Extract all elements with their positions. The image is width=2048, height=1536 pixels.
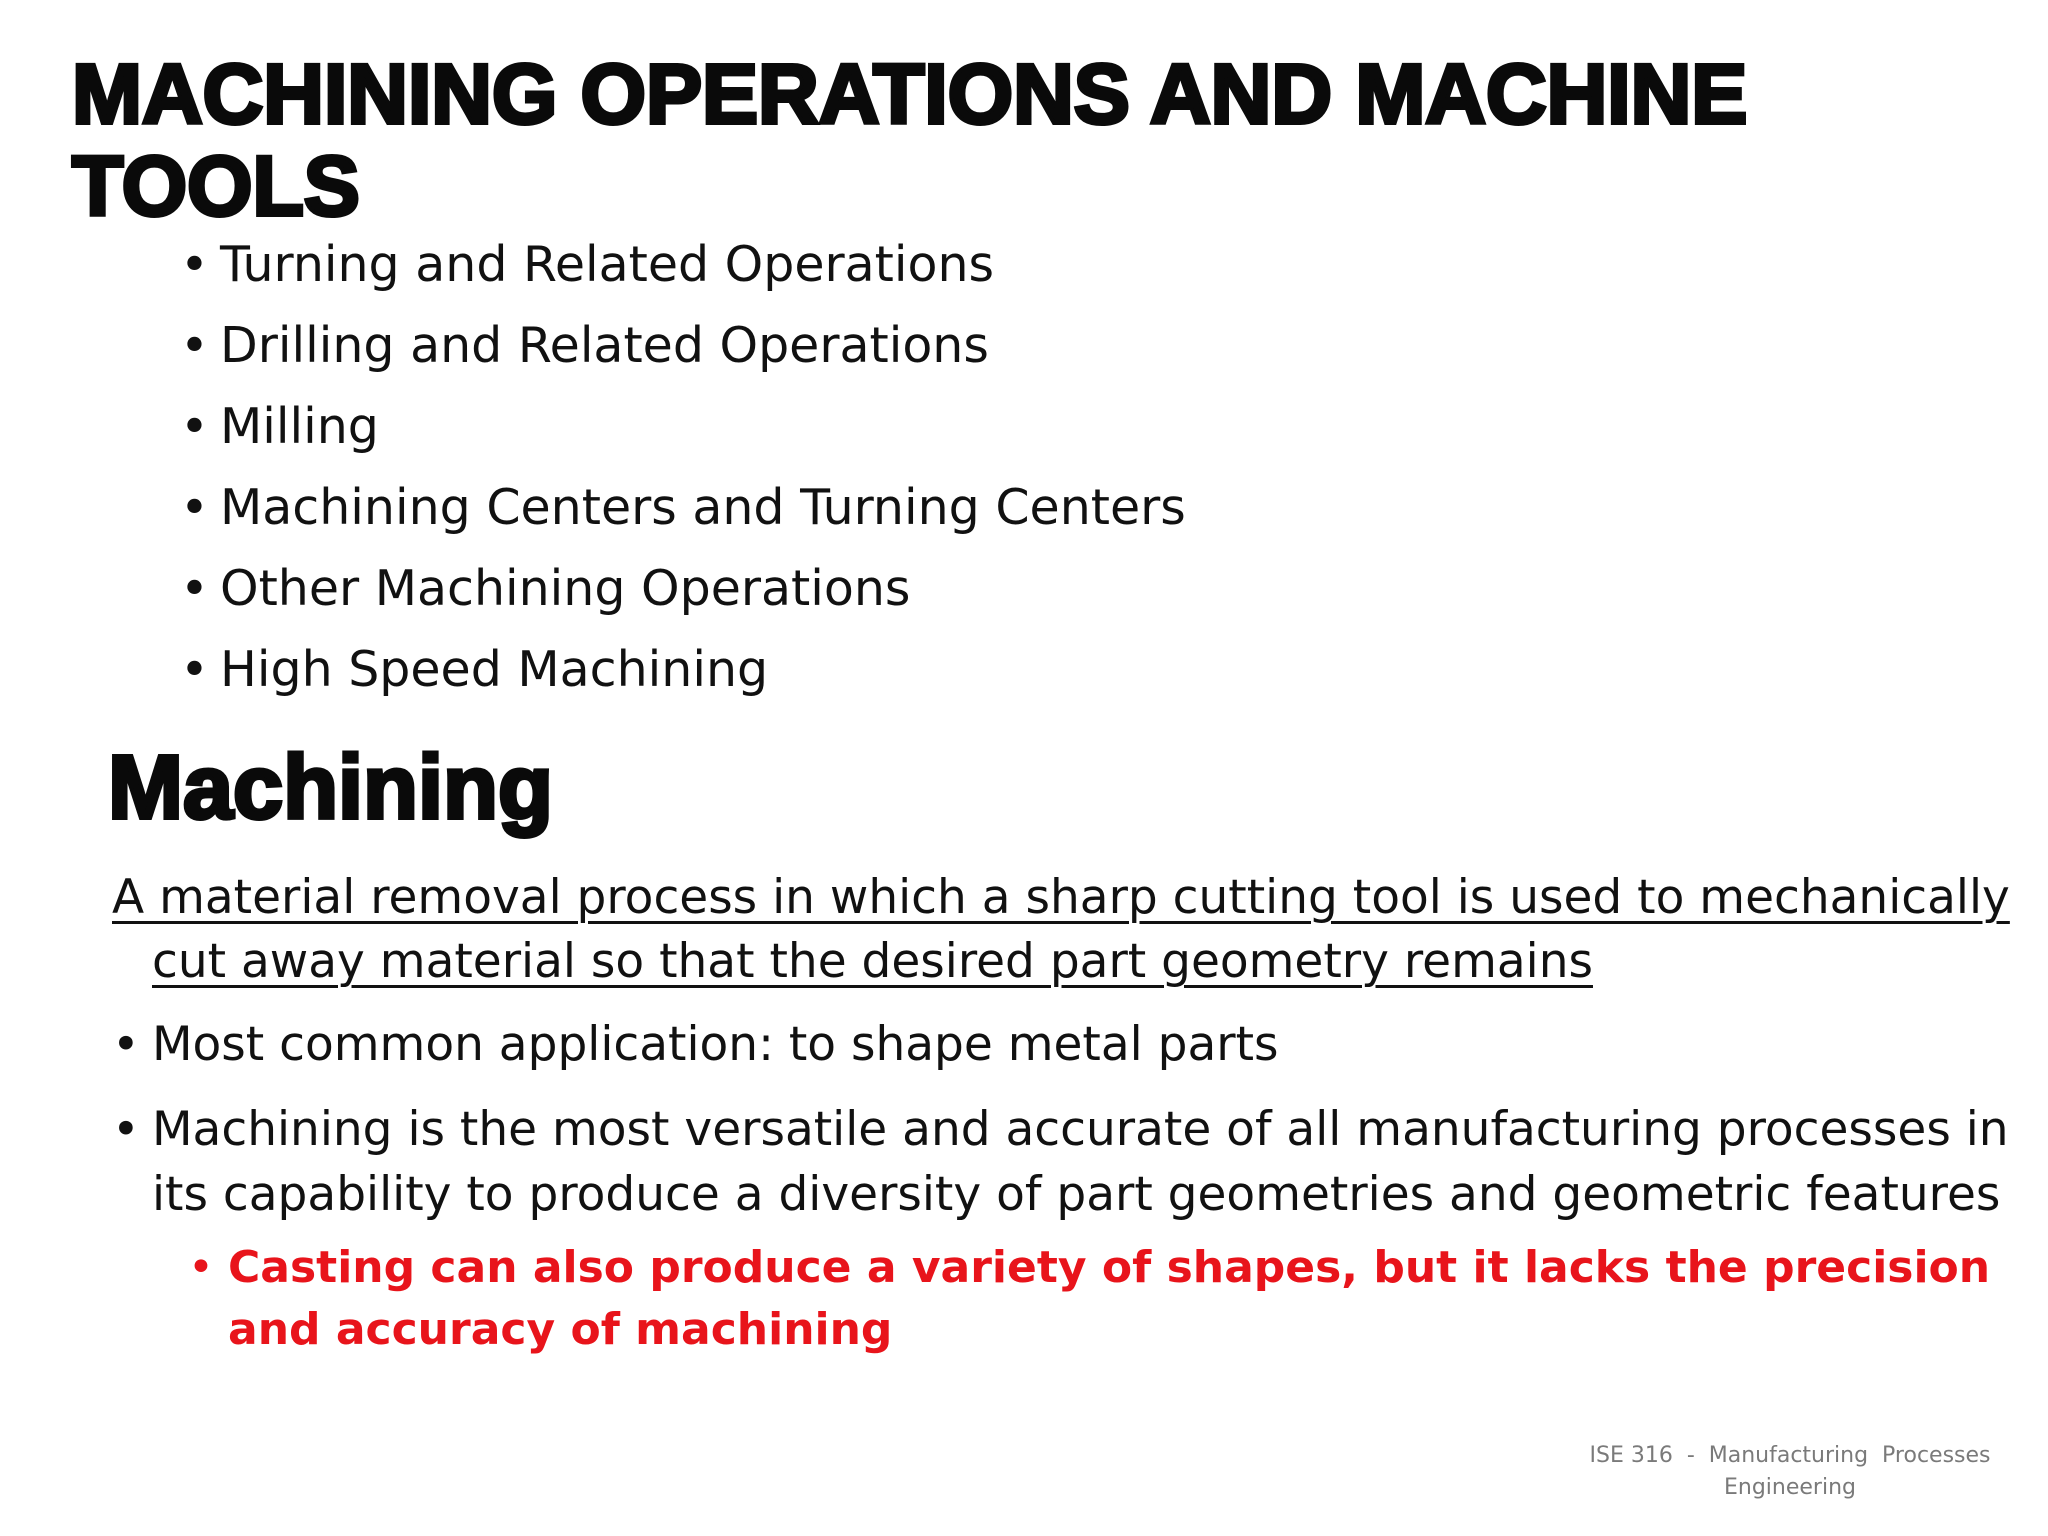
list-item xyxy=(180,548,1186,629)
point-text: Most common application: to shape metal parts xyxy=(152,1017,1279,1072)
points-list xyxy=(112,1012,2012,1381)
footer-line: Engineering xyxy=(1724,1475,1856,1500)
list-item xyxy=(112,1012,2012,1077)
list-item xyxy=(180,224,1186,305)
list-item xyxy=(180,629,1186,710)
topic-label: Other Machining Operations xyxy=(220,560,911,617)
bullet-icon: • xyxy=(180,317,209,374)
topic-label: Milling xyxy=(220,398,379,455)
slide-title: MACHINING OPERATIONS AND MACHINE TOOLS xyxy=(72,47,1748,233)
bullet-icon: • xyxy=(180,236,209,293)
topic-label: Machining Centers and Turning Centers xyxy=(220,479,1186,536)
subpoints-list xyxy=(152,1237,2012,1361)
point-text: Machining is the most versatile and accurate of all manufacturing processes in its capability to produce a diversity of part geometries and geometric features xyxy=(152,1102,2009,1222)
list-item xyxy=(112,1097,2012,1361)
list-item xyxy=(180,386,1186,467)
list-item xyxy=(188,1237,2012,1361)
section-title: Machining xyxy=(108,738,553,838)
bullet-icon: • xyxy=(188,1242,214,1293)
topic-label: Turning and Related Operations xyxy=(220,236,995,293)
topics-list xyxy=(180,224,1186,710)
topic-label: Drilling and Related Operations xyxy=(220,317,989,374)
list-item xyxy=(180,467,1186,548)
bullet-icon: • xyxy=(180,479,209,536)
slide-footer xyxy=(1560,1440,2020,1504)
list-item xyxy=(180,305,1186,386)
topic-label: High Speed Machining xyxy=(220,641,769,698)
definition-text: A material removal process in which a sharp cutting tool is used to mechanically cut away material so that the desired part geometry remains xyxy=(112,870,2010,989)
bullet-icon: • xyxy=(180,560,209,617)
bullet-icon: • xyxy=(112,1102,140,1157)
footer-line: ISE 316 - Manufacturing Processes xyxy=(1589,1443,1991,1468)
subpoint-text: Casting can also produce a variety of shapes, but it lacks the precision and accuracy of machining xyxy=(228,1242,1991,1355)
bullet-icon: • xyxy=(112,1017,140,1072)
bullet-icon: • xyxy=(180,641,209,698)
bullet-icon: • xyxy=(180,398,209,455)
